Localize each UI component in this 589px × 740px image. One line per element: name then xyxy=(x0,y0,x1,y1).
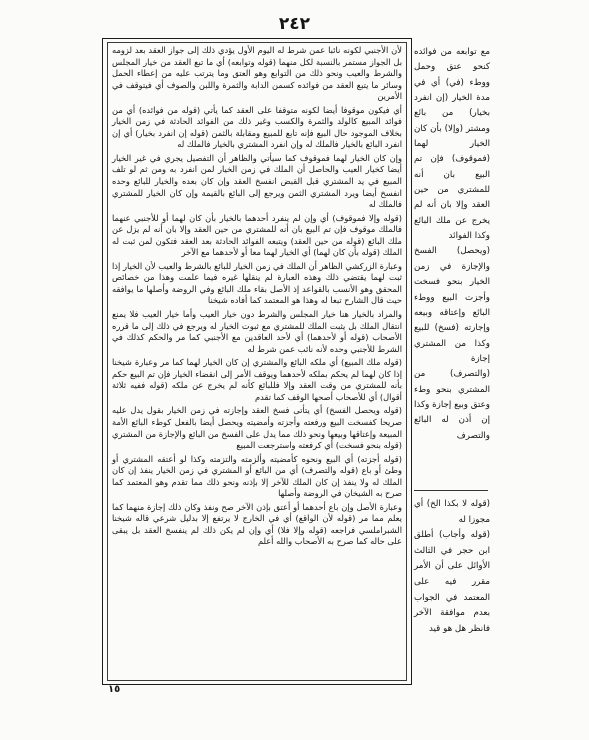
main-paragraph: وعبارة الأصل وإن باع أحدهما أو أعتق بإذن الآخر صح ونفذ وكان ذلك إجازة منهما كما يعلم مما مر (قوله لأن الواقع) أي في الخارج لا يرتفع إلا بدليل شرعي قاله شيخنا الشبراملسي فراجعه (قوله وإلا فلا) أي وإن لم يكن ذلك لم ينفسخ العقد بل يبقى على حاله كما صرح به الأصحاب والله أعلم xyxy=(112,501,402,547)
main-paragraph: (قوله وإلا فموقوف) أي وإن لم ينفرد أحدهما بالخيار بأن كان لهما أو للأجنبي عنهما فالملك موقوف فإن تم البيع بان أنه للمشتري من حين العقد وإلا بان أنه لم يزل عن ملك البائع (قوله من حين العقد) ويتبعه الفوائد الحادثة بعد العقد فتكون لمن ثبت له الملك (قوله بأن كان لهما) أي الخيار لهما معا أو لأحدهما مع الآخر xyxy=(112,212,402,258)
side-notes xyxy=(414,497,490,637)
main-paragraph: والمراد بالخيار هنا خيار المجلس والشرط دون خيار العيب وأما خيار العيب فلا يمنع انتقال الملك بل يثبت الملك للمشتري مع ثبوت الخيار له ويرجع في ذلك إلى ما قرره الأصحاب (قوله أو لأحدهما) أي لأحد العاقدين مع الأجنبي كما مر والحكم كذلك في الشرط للأجنبي وحده لأنه نائب عمن شرط له xyxy=(112,309,402,354)
main-paragraph: وإن كان الخيار لهما فموقوف كما سيأتي والظاهر أن التفصيل يجري في غير الخيار أيضا كخيار العيب والحاصل أن الملك في زمن الخيار لمن انفرد به ومن ثم لو تلف المبيع في يد المشتري قبل القبض انفسخ العقد وإن كان بعده والخيار للبائع وحده انفسخ أيضا ويرد المشتري الثمن ويرجع إلى البائع بالقيمة وإن كان الخيار للمشتري فالملك له xyxy=(112,152,402,210)
side-note: (قوله وأجاب) أطلق ابن حجر في الثالث الأوائل على أن الأمر مقرر فيه على المعتمد في الجواب بعدم موافقة الآخر فانظر هل هو قيد xyxy=(414,530,490,634)
main-commentary-text xyxy=(112,45,402,548)
main-paragraph: (قوله أجزته) أي البيع ونحوه كأمضيته وألزمته والتزمته وكذا لو أعتقه المشتري أو وطئ أو باع (قوله والتصرف) أي من البائع أو المشتري في زمن الخيار ينفذ إن كان الملك له ولا ينفذ إن كان الملك للآخر إلا بإذنه ونحو ذلك مما تقدم وهو المعتمد كما صرح به الشيخان في الروضة وأصلها xyxy=(112,453,402,499)
page-number: ٢٤٢ xyxy=(278,14,311,34)
side-note: (قوله لا بكذا الخ) أي مجوزا له xyxy=(414,499,490,525)
main-paragraph: (قوله ملك المبيع) أي ملكه البائع والمشتري إن كان الخيار لهما كما مر وعبارة شيخنا إذا كان لهما لم يحكم بملكه لأحدهما ويوقف الأمر إلى انقضاء الخيار فإن تم البيع حكم بأنه للمشتري من وقت العقد وإلا فللبائع كأنه لم يخرج عن ملكه (قوله ففيه ثلاثة أقوال) أي للأصحاب أصحها الوقف كما تقدم xyxy=(112,357,402,402)
side-paragraph: مع توابعه من فوائده كنحو عتق وحمل ووطء (في) أي في مدة الخيار (إن انفرد بخيار) من بائع ومشتر (وإلا) بأن كان الخيار لهما (فموقوف) فإن تم البيع بان أنه للمشتري من حين العقد وإلا بان أنه لم يخرج عن ملك البائع وكذا الفوائد xyxy=(414,47,490,242)
side-divider xyxy=(414,490,488,491)
main-paragraph: (قوله ويحصل الفسخ) أي يتأتى فسخ العقد وإجازته في زمن الخيار بقول يدل عليه صريحا كفسخت البيع ورفعته وأجزته وأمضيته ويحصل أيضا بالفعل كوطء البائع الأمة المبيعة وإعتاقها وبيعها ونحو ذلك مما يدل على الفسخ من البائع والإجازة من المشتري (قوله بنحو فسخت) أي كرفعته واسترجعت المبيع xyxy=(112,405,402,451)
side-matn-text xyxy=(414,45,490,444)
side-paragraph: (والتصرف) من المشتري بنحو وطء وعتق وبيع إجازة وكذا إن أذن له البائع والتصرف xyxy=(414,369,490,441)
side-paragraph: (ويحصل) الفسخ والإجازة في زمن الخيار بنحو فسخت وأجزت البيع ووطء البائع وإعتاقه وبيعه وإجارته (فسخ) للبيع وكذا من المشتري إجازة xyxy=(414,246,490,364)
main-paragraph: لأن الأجنبي لكونه نائبا عمن شرط له اليوم الأول يؤدي ذلك إلى جواز العقد بعد لزومه بل الجواز مستمر بالنسبة لكل منهما (قوله وتوابعه) أي ما تبع العقد من خيار المجلس والشرط والعيب ونحو ذلك من التوابع وهو العتق وما يترتب عليه من إعطاء الحمل وسائر ما يتبع العقد من فوائده كسمن الدابة والثمرة واللبن والصوف أي فيتوقف في الأمرين xyxy=(112,45,402,102)
main-paragraph: أي فيكون موقوفا أيضا لكونه متوقفا على العقد كما يأتي (قوله من فوائده) أي من فوائد المبيع كالولد والثمرة والكسب وغير ذلك من الفوائد الحادثة في زمن الخيار بخلاف الموجود حال البيع فإنه تابع للمبيع ومقابلة بالثمن (قوله إن انفرد بخيار) أي إن انفرد البائع بالخيار فالملك له وإن انفرد المشتري بالخيار فالملك له xyxy=(112,104,402,150)
main-paragraph: وعبارة الزركشي الظاهر أن الملك في زمن الخيار للبائع بالشرط والعيب لأن الخيار إذا ثبت لهما يقتضي ذلك وهذه العبارة لم ينقلها غيره فيما علمت وهذا من خصائص المحقق وهو الأنسب بالقواعد إذ الأصل بقاء ملك البائع وفي الروضة وأصلها ما يوافقه حيث قال الشارح تبعا له وهذا هو المعتمد كما أفاده شيخنا xyxy=(112,260,402,306)
catchword: ١٥ xyxy=(108,684,121,695)
